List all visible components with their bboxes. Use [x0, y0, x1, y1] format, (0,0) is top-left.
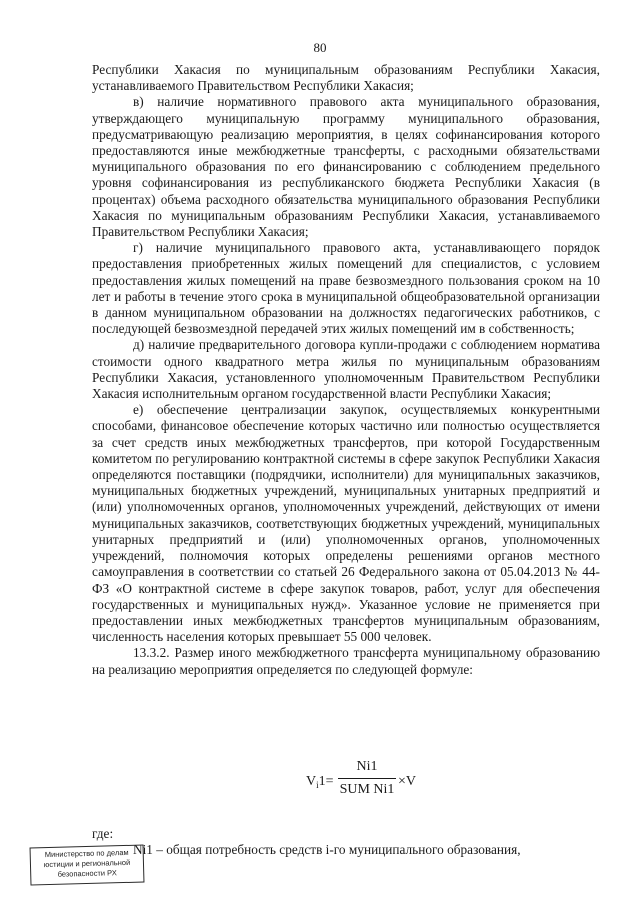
- formula-lhs-symbol: V: [306, 774, 317, 789]
- formula-numerator: Ni1: [356, 759, 378, 774]
- definitions: [92, 826, 600, 858]
- definition-ni1: Ni1 – общая потребность средств i-го муниципального образования,: [133, 842, 521, 858]
- fraction-bar: [338, 778, 396, 779]
- paragraph-continuation: Республики Хакасия по муниципальным образованиям Республики Хакасия, устанавливаемого Правительством Республики Хакасия;: [92, 62, 600, 94]
- paragraph-item-e: е) обеспечение централизации закупок, осуществляемых конкурентными способами, финансовое обеспечение которых частично или полностью осуществляется за счет средств иных межбюджетных трансфертов, при которой Государственным комитетом по регулированию контрактной системы в сфере закупок Республики Хакасия определяются поставщики (подрядчики, исполнители) для муниципальных заказчиков, муниципальных бюджетных учреждений, муниципальных унитарных предприятий и (или) уполномоченных органов, уполномоченных учреждений, действующих от имени муниципальных заказчиков, соответствующих бюджетных учреждений, муниципальных унитарных предприятий и (или) уполномоченных органов, уполномоченных учреждений, полномочия которых определены решениями органов местного самоуправления в соответствии со статьей 26 Федерального закона от 05.04.2013 № 44-ФЗ «О контрактной системе в сфере закупок товаров, работ, услуг для обеспечения государственных и муниципальных нужд». Указанное условие не применяется при предоставлении иных межбюджетных трансфертов муниципальным образованиям, численность населения которых превышает 55 000 человек.: [92, 402, 600, 645]
- paragraph-13-3-2: 13.3.2. Размер иного межбюджетного трансферта муниципальному образованию на реализацию мероприятия определяется по следующей формуле:: [92, 645, 600, 677]
- formula-lhs: [306, 774, 334, 790]
- page-number: 80: [313, 40, 327, 55]
- document-body: [92, 62, 600, 678]
- formula-lhs-rest: 1=: [318, 774, 334, 789]
- paragraph-item-g: г) наличие муниципального правового акта, устанавливающего порядок предоставления приобретенных жилых помещений для специалистов, с условием предоставления жилых помещений на праве безвозмездного пользования сроком на 10 лет и работы в течение этого срока в муниципальной общеобразовательной организации в данном муниципальном образовании на должностях педагогических работников, с последующей безвозмездной передачей этих жилых помещений им в собственность;: [92, 240, 600, 337]
- formula-fraction: [338, 758, 396, 799]
- stamp-line-2: юстиции и региональной: [43, 857, 131, 870]
- registration-stamp: [30, 845, 145, 886]
- stamp-line-3: безопасности РХ: [57, 868, 117, 879]
- formula-multiplier: ×V: [398, 774, 417, 789]
- where-label: где:: [92, 826, 114, 841]
- stamp-line-1: Министерство по делам: [44, 847, 129, 860]
- formula: [0, 758, 640, 808]
- formula-denominator: SUM Ni1: [339, 782, 395, 797]
- formula-lhs-subscript: i: [316, 780, 319, 790]
- paragraph-item-d: д) наличие предварительного договора купли-продажи с соблюдением норматива стоимости одного квадратного метра жилья по муниципальным образованиям Республики Хакасия, установленного уполномоченным Правительством Республики Хакасия исполнительным органом государственной власти Республики Хакасия;: [92, 337, 600, 402]
- paragraph-item-v: в) наличие нормативного правового акта муниципального образования, утверждающего муниципальную программу муниципального образования, предусматривающую реализацию мероприятия, в целях софинансирования которого предоставляются иные межбюджетные трансферты, с расходными обязательствами муниципального образования по его финансированию с соблюдением предельного уровня софинансирования из республиканского бюджета Республики Хакасия (в процентах) объема расходного обязательства муниципального образования Республики Хакасия по муниципальным образованиям Республики Хакасия, устанавливаемого Правительством Республики Хакасия;: [92, 94, 600, 240]
